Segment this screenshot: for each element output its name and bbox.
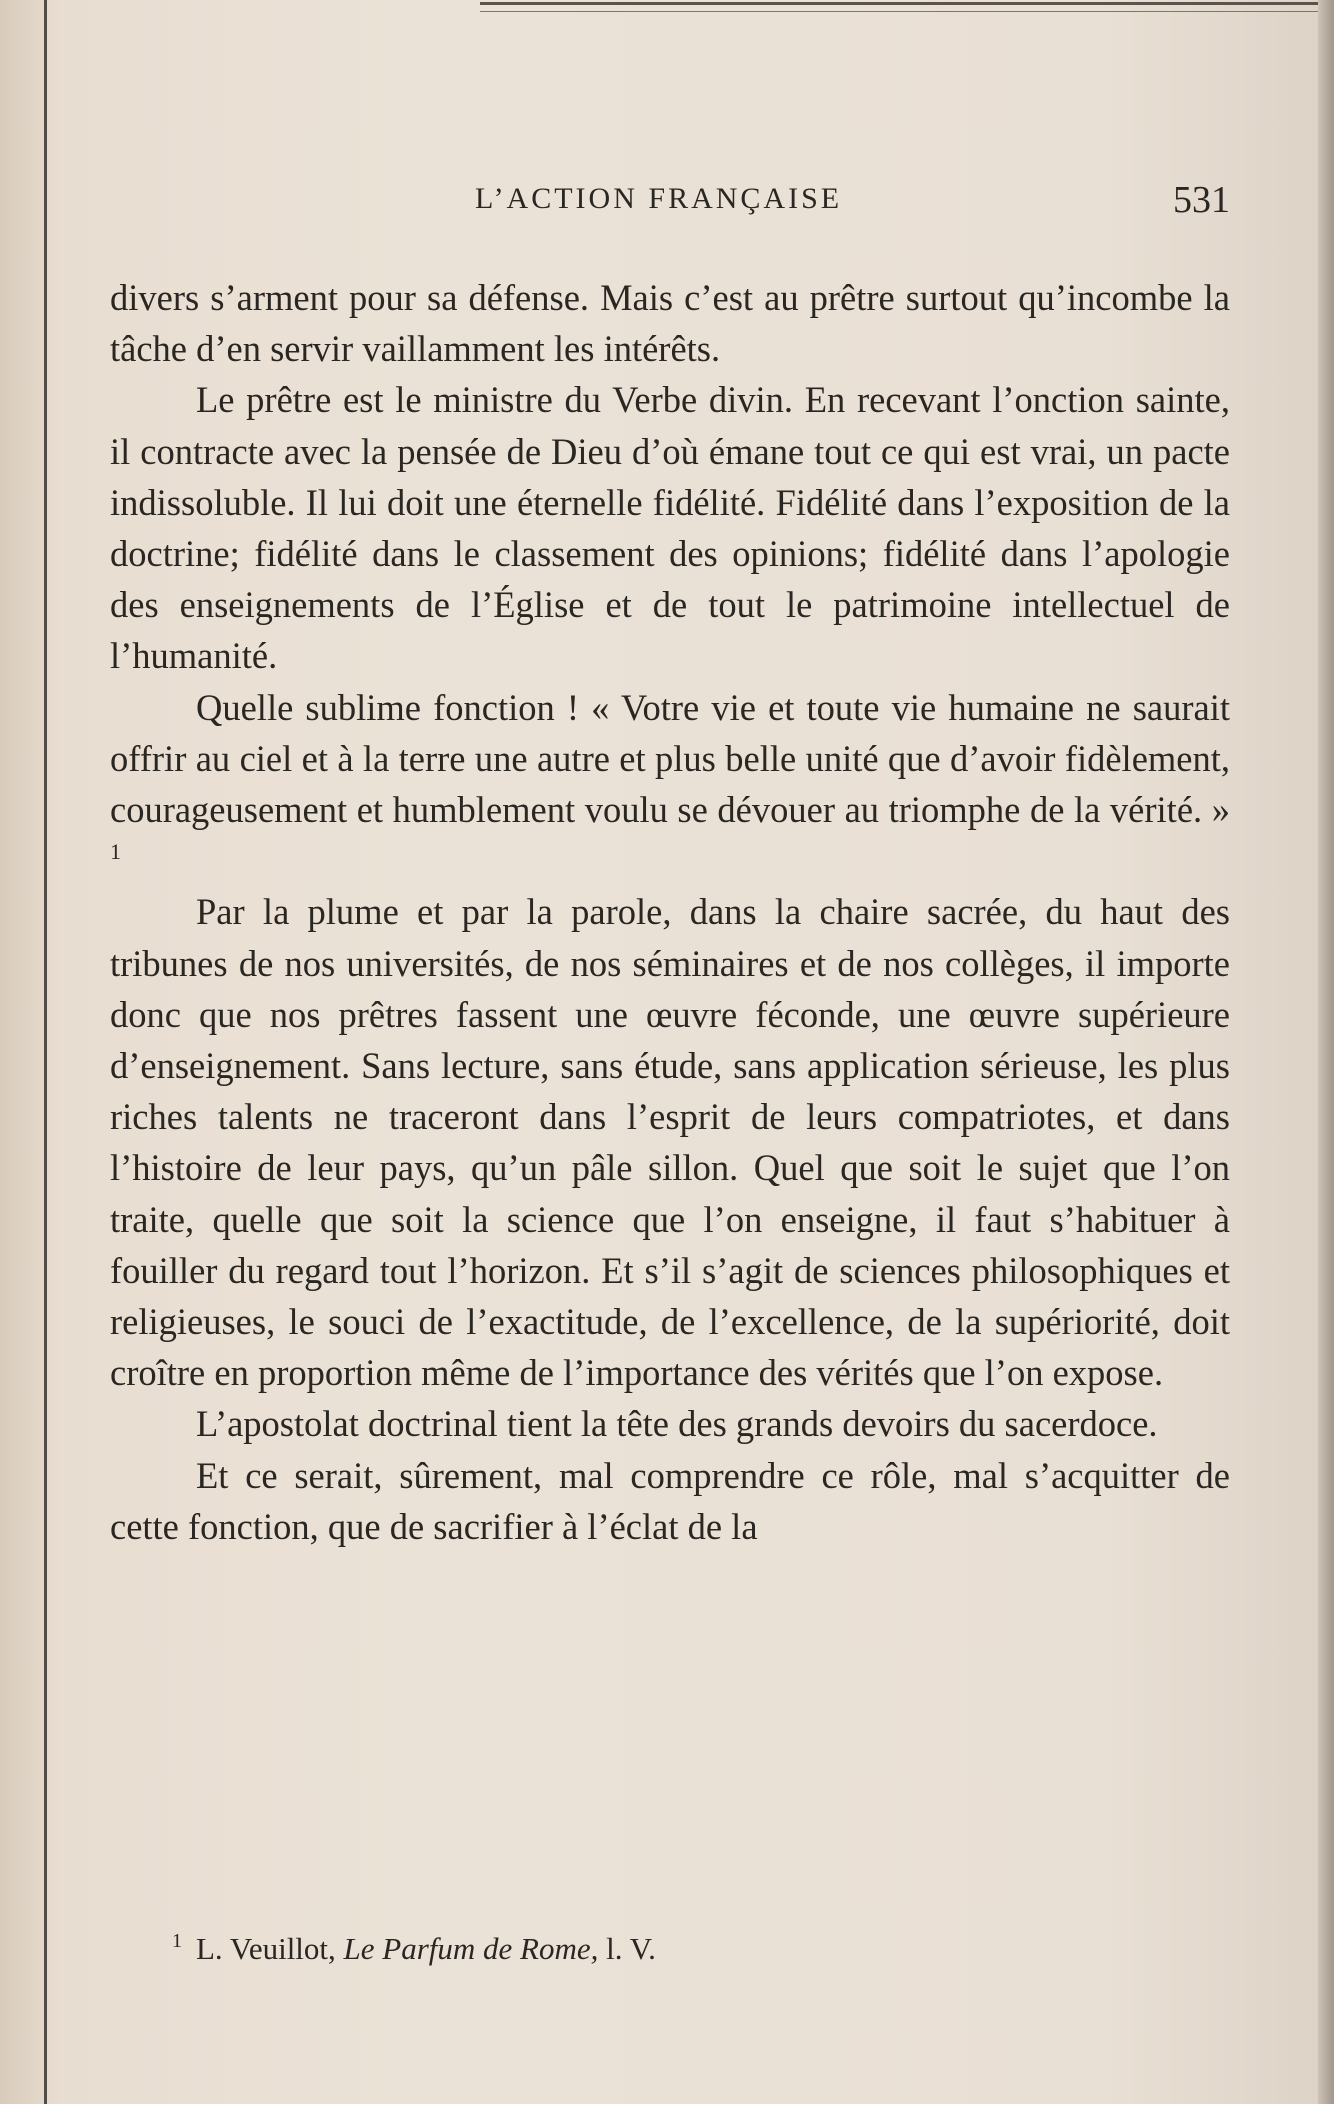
paragraph-6: Et ce serait, sûrement, mal comprendre ce rôle, mal s’acquitter de cette fonction, que de sacrifier à l’éclat de la	[110, 1454, 1230, 1547]
footnote-title: Le Parfum de Rome,	[343, 1931, 599, 1966]
page-header	[110, 179, 1230, 232]
page-edge	[1318, 0, 1334, 2104]
footnote-reference: 1	[110, 839, 121, 865]
page-number: 531	[1173, 179, 1230, 221]
paragraph-3-text: Quelle sublime fonction ! « Votre vie et toute vie humaine ne saurait offrir au ciel et à la terre une autre et plus belle unité que d’avoir fidèlement, courageusement et humblement voulu se dévouer au triomphe de la vérité. »	[110, 686, 1230, 831]
binding-edge	[44, 0, 47, 2104]
paragraph-3	[110, 682, 1230, 887]
footnote-location: l. V.	[606, 1931, 656, 1966]
running-title: L’ACTION FRANÇAISE	[475, 182, 843, 215]
footnote-number: 1	[172, 1930, 182, 1952]
footnote	[172, 1930, 656, 1967]
paragraph-5: L’apostolat doctrinal tient la tête des grands devoirs du sacerdoce.	[196, 1403, 1158, 1445]
footnote-author: L. Veuillot,	[196, 1931, 336, 1966]
paragraph-2: Le prêtre est le ministre du Verbe divin. En recevant l’onction sainte, il contracte avec la pensée de Dieu d’où émane tout ce qui est vrai, un pacte indissoluble. Il lui doit une éternelle fidélité. Fidélité dans l’exposition de la doctrine; fidélité dans le classement des opinions; fidélité dans l’apologie des enseignements de l’Église et de tout le patrimoine intellectuel de l’humanité.	[110, 379, 1230, 677]
body-text	[110, 272, 1230, 1552]
paragraph-1: divers s’arment pour sa défense. Mais c’est au prêtre surtout qu’incombe la tâche d’en servir vaillamment les intérêts.	[110, 277, 1230, 370]
paragraph-4: Par la plume et par la parole, dans la chaire sacrée, du haut des tribunes de nos universités, de nos séminaires et de nos collèges, il importe donc que nos prêtres fassent une œuvre féconde, une œuvre supérieure d’enseignement. Sans lecture, sans étude, sans application sérieuse, les plus riches talents ne traceront dans l’esprit de leurs compatriotes, et dans l’histoire de leur pays, qu’un pâle sillon. Quel que soit le sujet que l’on traite, quelle que soit la science que l’on enseigne, il faut s’habituer à fouiller du regard tout l’horizon. Et s’il s’agit de sciences philosophiques et religieuses, le souci de l’exactitude, de l’excellence, de la supériorité, doit croître en proportion même de l’importance des vérités que l’on expose.	[110, 891, 1230, 1394]
top-rule	[480, 2, 1334, 12]
